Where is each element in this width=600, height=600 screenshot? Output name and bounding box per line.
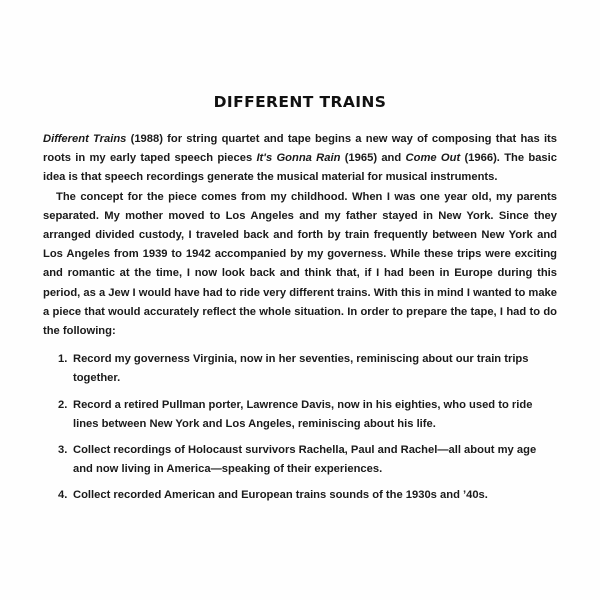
steps-list	[43, 350, 557, 505]
intro-text-1: (1988) for string quartet and tape begins a new way of composing that has its roots in my early taped speech pieces	[43, 133, 557, 165]
list-item-text: Collect recorded American and European trains sounds of the 1930s and ’40s.	[73, 489, 488, 502]
list-item	[43, 350, 557, 388]
concept-paragraph: The concept for the piece comes from my childhood. When I was one year old, my parents separated. My mother moved to Los Angeles and my father stayed in New York. Since they arranged divided custody, I traveled back and forth by train frequently between New York and Los Angeles from 1939 to 1942 accompanied by my governess. While these trips were exciting and romantic at the time, I now look back and think that, if I had been in Europe during this period, as a Jew I would have had to ride very different trains. With this in mind I wanted to make a piece that would accurately reflect the whole situation. In order to prepare the tape, I had to do the following:	[43, 190, 558, 338]
list-item	[43, 486, 557, 505]
list-item-text: Record a retired Pullman porter, Lawrence Davis, now in his eighties, who used to ride lines between New York and Los Angeles, reminiscing about his life.	[73, 398, 533, 430]
piece-title-its-gonna-rain: It's Gonna Rain	[256, 152, 341, 165]
page-title: DIFFERENT TRAINS	[213, 93, 387, 111]
list-item-number: 3.	[58, 444, 68, 457]
list-item-number: 4.	[58, 489, 68, 502]
body-text	[43, 130, 557, 513]
list-item-number: 2.	[58, 398, 68, 411]
intro-text-2: (1965) and	[340, 152, 406, 165]
intro-paragraph	[43, 130, 557, 188]
list-item-number: 1.	[58, 353, 68, 366]
list-item-text: Record my governess Virginia, now in her seventies, reminiscing about our train trips together.	[73, 353, 529, 385]
work-title: Different Trains	[43, 133, 127, 145]
list-item	[43, 441, 557, 479]
list-item-text: Collect recordings of Holocaust survivors Rachella, Paul and Rachel—all about my age and now living in America—speaking of their experiences.	[73, 444, 537, 476]
piece-title-come-out: Come Out	[405, 152, 461, 165]
list-item	[43, 396, 557, 434]
intro-text-3: (1966). The basic idea is that speech recordings generate the musical material for musical instruments.	[43, 152, 557, 184]
